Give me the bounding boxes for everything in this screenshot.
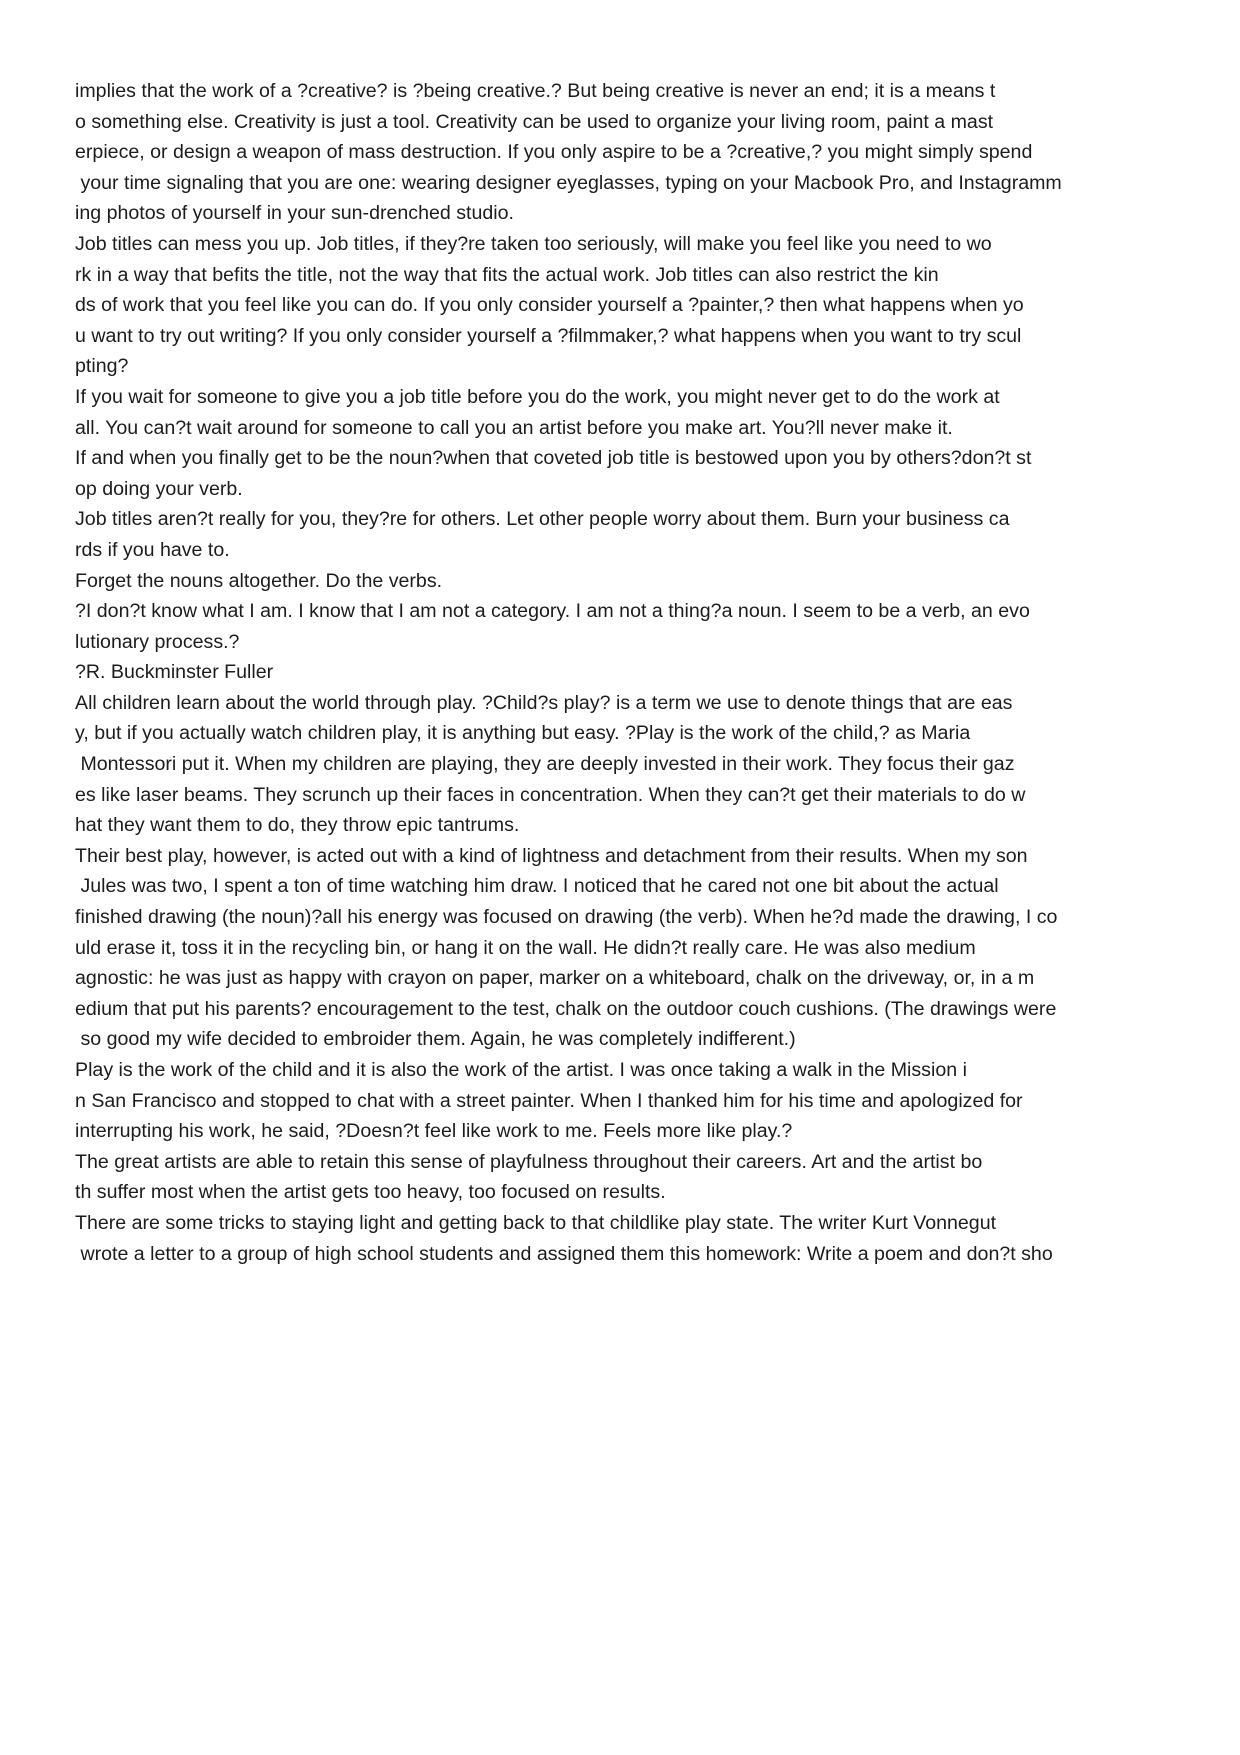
quote-line: lutionary process.? bbox=[75, 630, 240, 653]
text-line: If and when you finally get to be the noun?when that coveted job title is bestowed upon you by others?don?t st bbox=[75, 447, 1032, 470]
text-line: interrupting his work, he said, ?Doesn?t feel like work to me. Feels more like play.? bbox=[75, 1120, 793, 1143]
body-text bbox=[75, 76, 1175, 1269]
text-line: y, but if you actually watch children play, it is anything but easy. ?Play is the work of the child,? as Maria bbox=[75, 722, 971, 745]
text-line: All children learn about the world through play. ?Child?s play? is a term we use to denote things that are eas bbox=[75, 691, 1013, 714]
text-line: u want to try out writing? If you only consider yourself a ?filmmaker,? what happens when you want to try scul bbox=[75, 324, 1022, 347]
text-line: hat they want them to do, they throw epic tantrums. bbox=[75, 814, 520, 837]
text-line: agnostic: he was just as happy with crayon on paper, marker on a whiteboard, chalk on the driveway, or, in a m bbox=[75, 967, 1035, 990]
text-line: rds if you have to. bbox=[75, 538, 230, 561]
text-line: Job titles can mess you up. Job titles, if they?re taken too seriously, will make you feel like you need to wo bbox=[75, 232, 992, 255]
text-line: There are some tricks to staying light and getting back to that childlike play state. The writer Kurt Vonnegut bbox=[75, 1211, 997, 1234]
text-line: th suffer most when the artist gets too heavy, too focused on results. bbox=[75, 1181, 666, 1204]
text-line: all. You can?t wait around for someone to call you an artist before you make art. You?ll never make it. bbox=[75, 416, 953, 439]
text-line: If you wait for someone to give you a job title before you do the work, you might never get to do the work at bbox=[75, 385, 1000, 408]
text-line: The great artists are able to retain this sense of playfulness throughout their careers. Art and the artist bo bbox=[75, 1150, 983, 1173]
text-line: implies that the work of a ?creative? is ?being creative.? But being creative is never an end; it is a means t bbox=[75, 80, 996, 102]
text-line: o something else. Creativity is just a tool. Creativity can be used to organize your living room, paint a mast bbox=[75, 110, 994, 133]
text-line: uld erase it, toss it in the recycling bin, or hang it on the wall. He didn?t really care. He was also medium bbox=[75, 936, 976, 959]
text-line: finished drawing (the noun)?all his energy was focused on drawing (the verb). When he?d made the drawing, I co bbox=[75, 906, 1058, 929]
text-line: edium that put his parents? encouragement to the test, chalk on the outdoor couch cushions. (The drawings were bbox=[75, 997, 1057, 1020]
text-line: Their best play, however, is acted out with a kind of lightness and detachment from their results. When my son bbox=[75, 844, 1028, 867]
text-line: rk in a way that befits the title, not the way that fits the actual work. Job titles can also restrict the kin bbox=[75, 263, 939, 286]
text-line: Job titles aren?t really for you, they?re for others. Let other people worry about them. Burn your business ca bbox=[75, 508, 1010, 531]
text-line: Forget the nouns altogether. Do the verbs. bbox=[75, 569, 443, 592]
quote-line: ?I don?t know what I am. I know that I am not a category. I am not a thing?a noun. I seem to be a verb, an evo bbox=[75, 600, 1030, 623]
text-line: op doing your verb. bbox=[75, 477, 243, 500]
text-line: Play is the work of the child and it is also the work of the artist. I was once taking a walk in the Mission i bbox=[75, 1059, 967, 1081]
text-line: ing photos of yourself in your sun-drenched studio. bbox=[75, 202, 514, 225]
text-line: pting? bbox=[75, 355, 129, 378]
text-line: your time signaling that you are one: wearing designer eyeglasses, typing on your Macbook Pro, and Instagramm bbox=[75, 171, 1062, 194]
quote-attribution: ?R. Buckminster Fuller bbox=[75, 661, 274, 684]
text-line: so good my wife decided to embroider them. Again, he was completely indifferent.) bbox=[75, 1028, 796, 1051]
text-line: ds of work that you feel like you can do. If you only consider yourself a ?painter,? then what happens when yo bbox=[75, 294, 1024, 317]
text-line: Montessori put it. When my children are playing, they are deeply invested in their work. They focus their gaz bbox=[75, 753, 1015, 776]
text-line: Jules was two, I spent a ton of time watching him draw. I noticed that he cared not one bit about the actual bbox=[75, 875, 999, 898]
text-line: n San Francisco and stopped to chat with a street painter. When I thanked him for his time and apologized for bbox=[75, 1089, 1023, 1112]
text-line: wrote a letter to a group of high school students and assigned them this homework: Write a poem and don?t sho bbox=[75, 1242, 1053, 1265]
text-line: erpiece, or design a weapon of mass destruction. If you only aspire to be a ?creative,? you might simply spend bbox=[75, 141, 1033, 164]
text-line: es like laser beams. They scrunch up their faces in concentration. When they can?t get their materials to do w bbox=[75, 783, 1026, 806]
